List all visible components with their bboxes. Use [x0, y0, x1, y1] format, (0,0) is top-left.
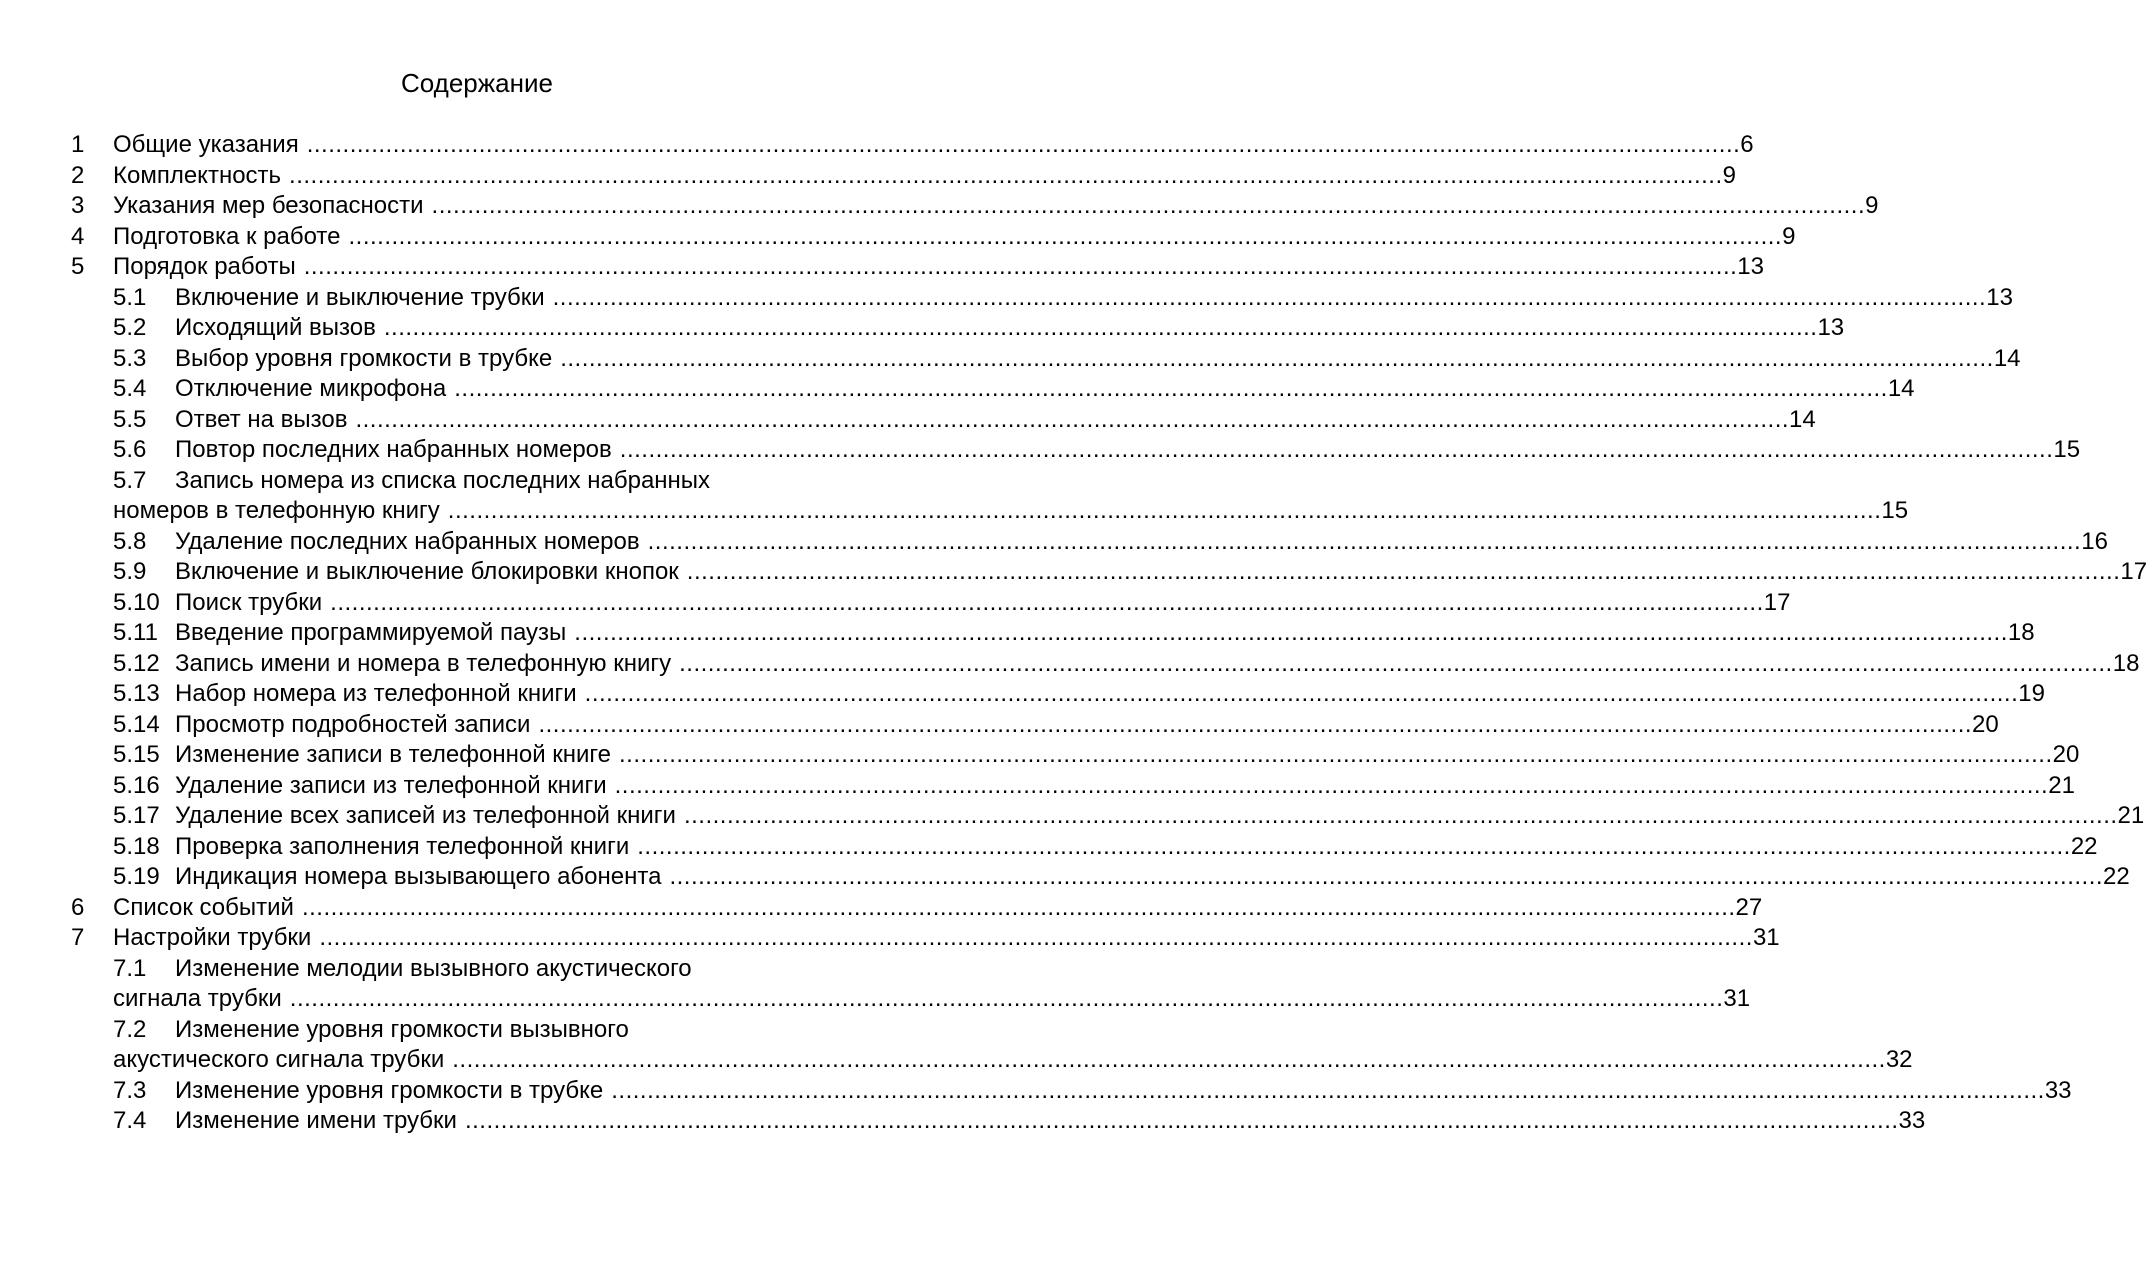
toc-entry-title-continued: сигнала трубки: [113, 985, 282, 1012]
toc-entry-title: Изменение мелодии вызывного акустического: [175, 954, 692, 982]
toc-entry[interactable]: [0, 679, 2045, 710]
toc-page-number: 21: [2048, 771, 2075, 799]
toc-entry-number: 5.3: [113, 344, 147, 372]
toc-entry-title: Включение и выключение блокировки кнопок: [175, 558, 679, 585]
toc-entry[interactable]: [0, 710, 1999, 741]
dot-leader: ........................................................................................................................................................................................................: [679, 649, 2113, 677]
toc-entry-continuation[interactable]: [0, 1045, 1913, 1076]
dot-leader: ........................................................................................................................................................................................................: [348, 222, 1783, 250]
dot-leader: ........................................................................................................................................................................................................: [538, 710, 1973, 738]
toc-entry-number: 2: [71, 161, 85, 189]
toc-entry-number: 1: [71, 131, 85, 158]
toc-page-number: 17: [2120, 558, 2148, 585]
toc-entry-title: Порядок работы: [113, 253, 296, 280]
dot-leader: ........................................................................................................................................................................................................: [611, 1076, 2045, 1104]
toc-page-number: 33: [2044, 1076, 2072, 1104]
dot-leader: ........................................................................................................................................................................................................: [686, 558, 2121, 585]
toc-page-number: 32: [1885, 1046, 1913, 1073]
toc-entry-title: Комплектность: [113, 161, 282, 189]
toc-entry-number: 6: [71, 893, 85, 921]
toc-page-number: 22: [2103, 863, 2130, 890]
toc-leader: [175, 588, 1791, 618]
toc-page-number: 15: [2053, 436, 2081, 463]
toc-entry-number: 5.11: [113, 619, 158, 646]
toc-page-number: 14: [1993, 344, 2021, 372]
toc-entry[interactable]: [0, 466, 954, 497]
dot-leader: ........................................................................................................................................................................................................: [619, 741, 2053, 768]
toc-entry[interactable]: [0, 313, 1845, 344]
toc-entry[interactable]: [0, 832, 2098, 863]
toc-leader: [175, 862, 2130, 892]
toc-entry-number: 5.9: [113, 558, 147, 585]
toc-leader: [175, 771, 2075, 801]
toc-page-number: 31: [1752, 924, 1780, 951]
toc-page-number: 17: [1763, 588, 1791, 616]
dot-leader: ........................................................................................................................................................................................................: [301, 893, 1736, 921]
toc-entry-title: Изменение уровня громкости в трубке: [175, 1076, 604, 1104]
toc-leader: [175, 374, 1915, 404]
toc-leader: [175, 679, 2045, 709]
dot-leader: ........................................................................................................................................................................................................: [303, 253, 1738, 280]
toc-entry-title: Индикация номера вызывающего абонента: [175, 863, 662, 890]
dot-leader: ........................................................................................................................................................................................................: [683, 802, 2118, 829]
toc-entry[interactable]: [0, 191, 1879, 222]
toc-entry-title: Запись номера из списка последних набранных: [175, 466, 711, 494]
toc-page-number: 33: [1898, 1107, 1926, 1134]
toc-entry[interactable]: [0, 862, 2130, 893]
toc-entry-title: Набор номера из телефонной книги: [175, 680, 577, 707]
toc-entry-number: 5.8: [113, 527, 147, 555]
toc-entry-title: Изменение записи в телефонной книге: [175, 741, 612, 768]
dot-leader: ........................................................................................................................................................................................................: [306, 131, 1741, 158]
toc-entry-number: 5: [71, 253, 85, 280]
toc-entry[interactable]: [0, 1106, 1926, 1137]
dot-leader: ........................................................................................................................................................................................................: [454, 375, 1888, 402]
dot-leader: ........................................................................................................................................................................................................: [619, 436, 2054, 463]
dot-leader: ........................................................................................................................................................................................................: [614, 771, 2049, 799]
toc-entry-title: Включение и выключение трубки: [175, 283, 545, 311]
toc-entry[interactable]: [0, 923, 1780, 954]
toc-leader: [175, 1106, 1926, 1136]
toc-entry[interactable]: [0, 588, 1791, 619]
dot-leader: ........................................................................................................................................................................................................: [289, 985, 1724, 1012]
toc-entry-number: 5.1: [113, 283, 147, 311]
toc-leader: [113, 130, 1754, 160]
toc-leader: [175, 405, 1816, 435]
toc-leader: [175, 435, 2081, 465]
toc-entry-title: Подготовка к работе: [113, 222, 341, 250]
toc-entry[interactable]: [0, 527, 2108, 558]
toc-leader: [113, 161, 1736, 191]
toc-leader: [175, 801, 2145, 831]
page-title: Содержание: [401, 68, 553, 98]
dot-leader: ........................................................................................................................................................................................................: [447, 497, 1882, 524]
toc-entry-title: Поиск трубки: [175, 588, 323, 616]
toc-entry-number: 7.4: [113, 1107, 147, 1134]
toc-entry-title: Исходящий вызов: [175, 314, 376, 341]
toc-entry-number: 5.7: [113, 466, 147, 494]
toc-entry-title: Удаление последних набранных номеров: [175, 527, 640, 555]
dot-leader: ........................................................................................................................................................................................................: [574, 619, 2008, 646]
toc-entry[interactable]: [0, 740, 2080, 771]
toc-page-number: 21: [2117, 802, 2145, 829]
toc-page-number: 14: [1789, 405, 1816, 433]
toc-entry[interactable]: [0, 1015, 954, 1046]
toc-entry[interactable]: [0, 557, 2148, 588]
toc-entry-title: Выбор уровня громкости в трубке: [175, 344, 553, 372]
toc-page-number: 22: [2070, 832, 2098, 860]
toc-leader: [175, 618, 2035, 648]
toc-entry[interactable]: [0, 344, 2021, 375]
toc-entry[interactable]: [0, 618, 2035, 649]
toc-entry[interactable]: [0, 405, 1816, 436]
toc-entry-title: Удаление записи из телефонной книги: [175, 771, 607, 799]
toc-entry-title: Удаление всех записей из телефонной книги: [175, 802, 676, 829]
toc-entry-title: Ответ на вызов: [175, 405, 348, 433]
toc-leader: [175, 649, 2140, 679]
toc-page-number: 18: [2112, 649, 2140, 677]
toc-page-number: 19: [2018, 680, 2045, 707]
toc-entry-number: 5.16: [113, 771, 160, 799]
toc-page-number: 16: [2081, 527, 2108, 555]
toc-entry[interactable]: [0, 649, 2140, 680]
toc-leader: [175, 557, 2148, 587]
toc-entry[interactable]: [0, 161, 1736, 192]
toc-entry-title: Отключение микрофона: [175, 375, 447, 402]
toc-leader: [113, 1045, 1913, 1075]
toc-page-number: 9: [1722, 161, 1736, 189]
toc-entry-title: Повтор последних набранных номеров: [175, 436, 612, 463]
toc-leader: [175, 740, 2080, 770]
toc-page-number: 9: [1782, 222, 1796, 250]
toc-entry[interactable]: [0, 801, 2145, 832]
toc-entry-number: 5.13: [113, 680, 160, 707]
toc-page-number: 31: [1723, 985, 1751, 1012]
dot-leader: ........................................................................................................................................................................................................: [552, 283, 1987, 311]
toc-entry[interactable]: [0, 893, 1763, 924]
toc-entry-title: Введение программируемой паузы: [175, 619, 567, 646]
toc-entry-title-continued: номеров в телефонную книгу: [113, 497, 440, 524]
dot-leader: ........................................................................................................................................................................................................: [355, 405, 1790, 433]
toc-page-number: 15: [1881, 497, 1909, 524]
toc-page-number: 27: [1735, 893, 1763, 921]
toc-entry-number: 5.18: [113, 832, 160, 860]
toc-page-number: 13: [1737, 253, 1764, 280]
toc-entry-number: 3: [71, 192, 85, 219]
toc-leader: [175, 832, 2098, 862]
dot-leader: ........................................................................................................................................................................................................: [431, 192, 1866, 219]
toc-page-number: 9: [1865, 192, 1879, 219]
dot-leader: ........................................................................................................................................................................................................: [637, 832, 2071, 860]
toc-leader: [113, 893, 1763, 923]
toc-leader: [113, 496, 1909, 526]
toc-leader: [113, 191, 1879, 221]
toc-leader: [175, 1076, 2072, 1106]
toc-entry-number: 5.14: [113, 710, 160, 738]
toc-leader: [175, 283, 2013, 313]
toc-entry-title: Проверка заполнения телефонной книги: [175, 832, 630, 860]
toc-entry-title: Изменение уровня громкости вызывного: [175, 1015, 629, 1043]
toc-entry[interactable]: [0, 283, 2013, 314]
toc-page-number: 13: [1817, 314, 1845, 341]
toc-entry-number: 4: [71, 222, 85, 250]
dot-leader: ........................................................................................................................................................................................................: [560, 344, 1994, 372]
toc-page-number: 13: [1986, 283, 2013, 311]
toc-entry[interactable]: [0, 954, 954, 985]
dot-leader: ........................................................................................................................................................................................................: [319, 924, 1753, 951]
toc-entry[interactable]: [0, 1076, 2072, 1107]
dot-leader: ........................................................................................................................................................................................................: [464, 1107, 1899, 1134]
toc-entry[interactable]: [0, 252, 1764, 283]
dot-leader: ........................................................................................................................................................................................................: [289, 161, 1723, 189]
toc-leader: [175, 344, 2021, 374]
toc-leader: [113, 923, 1780, 953]
toc-entry-number: 5.19: [113, 863, 160, 890]
toc-entry-number: 7.1: [113, 954, 147, 982]
toc-page-number: 20: [1972, 710, 1999, 738]
toc-entry-title: Список событий: [113, 893, 294, 921]
toc-entry-number: 5.5: [113, 405, 147, 433]
toc-entry-title: Указания мер безопасности: [113, 192, 424, 219]
toc-entry-title-continued: акустического сигнала трубки: [113, 1046, 445, 1073]
dot-leader: ........................................................................................................................................................................................................: [647, 527, 2082, 555]
toc-entry[interactable]: [0, 374, 1915, 405]
toc-entry-title: Изменение имени трубки: [175, 1107, 457, 1134]
toc-leader: [175, 527, 2108, 557]
toc-page-number: 18: [2007, 619, 2035, 646]
toc-entry-number: 7.3: [113, 1076, 147, 1104]
toc-entry-continuation[interactable]: [0, 496, 1909, 527]
toc-leader: [113, 222, 1796, 252]
toc-entry-number: 5.17: [113, 802, 160, 829]
toc-entry-number: 5.15: [113, 741, 160, 768]
toc-page-number: 14: [1887, 375, 1915, 402]
toc-page-number: 6: [1740, 131, 1754, 158]
toc-entry-continuation[interactable]: [0, 984, 1751, 1015]
toc-page-number: 20: [2052, 741, 2080, 768]
dot-leader: ........................................................................................................................................................................................................: [330, 588, 1764, 616]
toc-entry-number: 5.4: [113, 375, 147, 402]
toc-entry-title: Настройки трубки: [113, 924, 312, 951]
toc-entry-number: 5.2: [113, 314, 147, 341]
toc-entry[interactable]: [0, 130, 1754, 161]
toc-leader: [113, 252, 1764, 282]
toc-entry[interactable]: [0, 771, 2075, 802]
toc-entry[interactable]: [0, 222, 1796, 253]
toc-entry-number: 5.6: [113, 436, 147, 463]
toc-leader: [175, 313, 1845, 343]
toc-entry-title: Общие указания: [113, 131, 299, 158]
toc-leader: [175, 710, 1999, 740]
toc-entry-title: Просмотр подробностей записи: [175, 710, 531, 738]
dot-leader: ........................................................................................................................................................................................................: [584, 680, 2019, 707]
dot-leader: ........................................................................................................................................................................................................: [669, 863, 2104, 890]
dot-leader: ........................................................................................................................................................................................................: [452, 1046, 1886, 1073]
toc-entry-title: Запись имени и номера в телефонную книгу: [175, 649, 672, 677]
toc-entry-number: 5.10: [113, 588, 160, 616]
table-of-contents: [0, 130, 2148, 1137]
toc-entry-number: 7.2: [113, 1015, 147, 1043]
toc-entry[interactable]: [0, 435, 2081, 466]
toc-entry-number: 7: [71, 924, 85, 951]
toc-entry-number: 5.12: [113, 649, 160, 677]
dot-leader: ........................................................................................................................................................................................................: [383, 314, 1818, 341]
toc-leader: [113, 984, 1751, 1014]
